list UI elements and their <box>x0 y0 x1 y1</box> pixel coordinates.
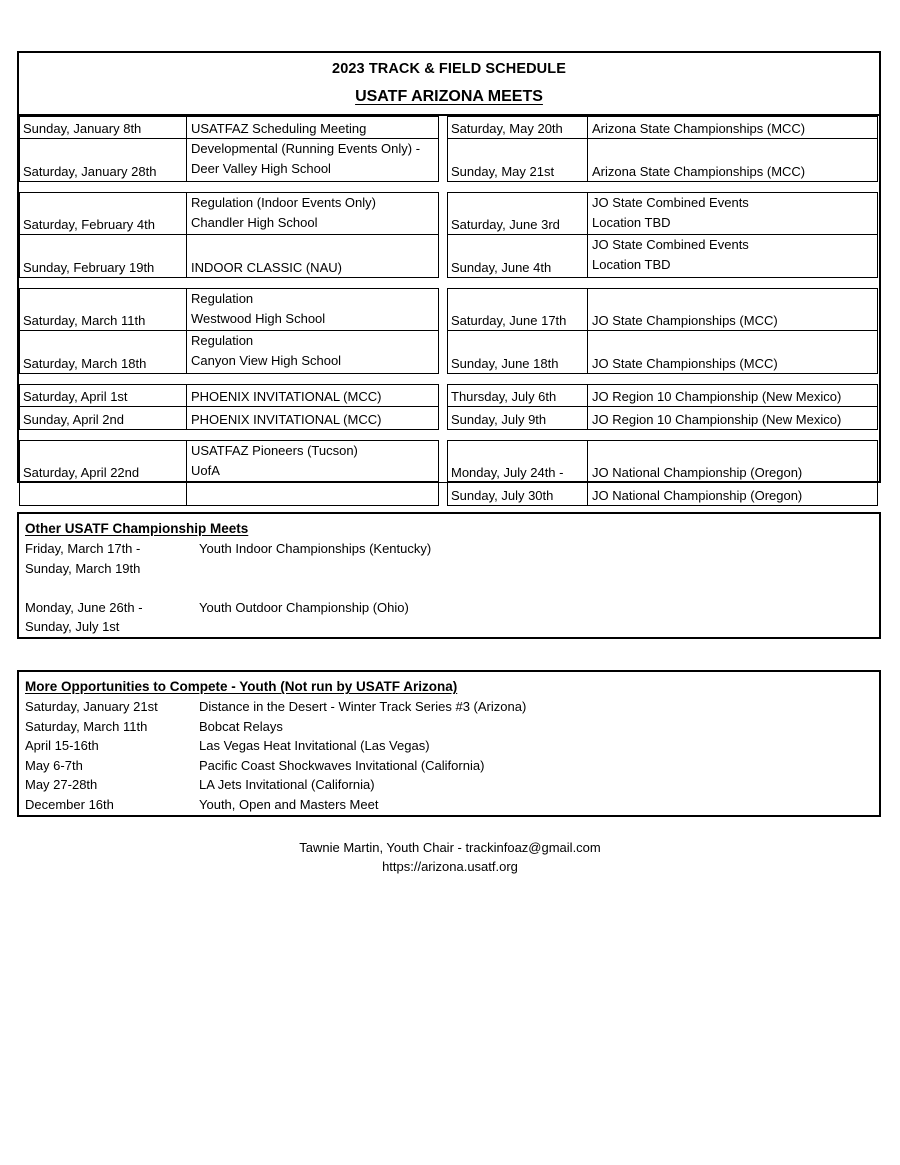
schedule-row <box>19 440 439 483</box>
footer-contact: Tawnie Martin, Youth Chair - trackinfoaz@gmail.com <box>299 840 601 855</box>
event-line: Chandler High School <box>191 214 318 230</box>
schedule-row <box>447 407 878 430</box>
schedule-row <box>19 331 439 374</box>
document-footer <box>0 838 900 876</box>
more-opportunities-heading: More Opportunities to Compete - Youth (Not run by USATF Arizona) <box>25 679 458 694</box>
footer-website: https://arizona.usatf.org <box>382 859 518 874</box>
schedule-row-date <box>448 385 588 406</box>
main-schedule-table <box>17 51 881 503</box>
listing-row <box>25 617 879 637</box>
schedule-row-event <box>187 407 438 429</box>
document-title-secondary <box>19 87 879 107</box>
listing-date: Saturday, March 11th <box>25 718 148 734</box>
listing-event: Pacific Coast Shockwaves Invitational (California) <box>199 757 485 773</box>
schedule-row-date <box>448 235 588 277</box>
schedule-row-event <box>187 139 438 181</box>
event-line: Arizona State Championships (MCC) <box>592 163 806 179</box>
event-line: USATFAZ Scheduling Meeting <box>191 120 367 136</box>
listing-event <box>199 559 879 579</box>
event-line: JO National Championship (Oregon) <box>592 487 803 503</box>
listing-row <box>25 598 879 618</box>
date-line: Sunday, April 2nd <box>23 411 124 427</box>
date-line: Saturday, April 22nd <box>23 464 140 480</box>
date-line: Saturday, May 20th <box>451 120 563 136</box>
schedule-row <box>447 116 878 139</box>
listing-date: April 15-16th <box>25 738 99 753</box>
more-opportunities-section <box>17 670 881 817</box>
schedule-group-spacer <box>447 430 878 440</box>
schedule-row <box>19 116 439 139</box>
schedule-row-date <box>20 385 187 406</box>
schedule-row-date <box>20 139 187 181</box>
schedule-row-event <box>588 407 877 429</box>
listing-row <box>25 795 879 815</box>
event-line: JO Region 10 Championship (New Mexico) <box>592 388 842 404</box>
schedule-row <box>19 139 439 182</box>
schedule-row-event <box>588 235 877 277</box>
schedule-column-right <box>447 116 878 503</box>
listing-date: December 16th <box>25 796 114 812</box>
schedule-row <box>19 384 439 407</box>
listing-event: Las Vegas Heat Invitational (Las Vegas) <box>199 738 430 753</box>
listing-date: Sunday, March 19th <box>25 560 141 576</box>
event-line: PHOENIX INVITATIONAL (MCC) <box>191 411 382 427</box>
event-line: JO State Combined Events <box>592 237 749 252</box>
schedule-row-date <box>448 139 588 181</box>
date-line: Saturday, January 28th <box>23 163 157 179</box>
document-title-primary: 2023 TRACK & FIELD SCHEDULE <box>332 61 566 77</box>
schedule-row-date <box>20 235 187 277</box>
schedule-row <box>447 235 878 278</box>
date-line: Monday, July 24th - <box>451 464 564 480</box>
schedule-row-event <box>588 289 877 330</box>
schedule-column-left <box>19 116 439 482</box>
listing-event: Youth Indoor Championships (Kentucky) <box>199 541 432 556</box>
date-line: Saturday, June 3rd <box>451 216 560 232</box>
schedule-row <box>447 384 878 407</box>
schedule-group-spacer <box>19 374 439 384</box>
schedule-group-spacer <box>19 182 439 192</box>
listing-event <box>199 617 879 637</box>
other-championship-meets-section <box>17 512 881 639</box>
date-line: Sunday, May 21st <box>451 163 555 179</box>
listing-row <box>25 539 879 559</box>
listing-date: May 27-28th <box>25 777 98 792</box>
schedule-row-date <box>20 441 187 482</box>
schedule-row-event <box>588 331 877 373</box>
schedule-row-event <box>187 441 438 482</box>
event-line: JO Region 10 Championship (New Mexico) <box>592 411 842 427</box>
event-line: Deer Valley High School <box>191 160 331 176</box>
date-line: Saturday, April 1st <box>23 388 128 404</box>
schedule-row-date <box>20 407 187 429</box>
schedule-group-spacer <box>447 374 878 384</box>
schedule-row-date <box>20 483 187 505</box>
other-championship-meets-heading: Other USATF Championship Meets <box>25 521 249 536</box>
schedule-row <box>447 440 878 483</box>
schedule-row <box>19 288 439 331</box>
date-line: Sunday, June 18th <box>451 355 559 371</box>
event-line: Developmental (Running Events Only) - <box>191 141 421 156</box>
listing-row <box>25 717 879 737</box>
listing-row <box>25 756 879 776</box>
schedule-row-event <box>588 117 877 138</box>
schedule-row-event <box>187 483 438 505</box>
schedule-row <box>19 483 439 506</box>
schedule-row-event <box>588 385 877 406</box>
event-line: JO State Combined Events <box>592 195 749 210</box>
listing-row <box>25 736 879 756</box>
schedule-row-event <box>588 441 877 482</box>
listing-event: Youth, Open and Masters Meet <box>199 796 379 812</box>
schedule-group-spacer <box>19 430 439 440</box>
schedule-row-date <box>448 483 588 505</box>
schedule-row <box>19 407 439 430</box>
schedule-row-date <box>448 193 588 234</box>
event-line: Regulation <box>191 333 254 348</box>
event-line: Location TBD <box>592 214 671 230</box>
schedule-row-date <box>448 289 588 330</box>
schedule-row-event <box>588 483 877 505</box>
listing-date: May 6-7th <box>25 757 83 773</box>
event-line: UofA <box>191 462 220 478</box>
event-line: Regulation <box>191 291 254 306</box>
schedule-row-date <box>20 117 187 138</box>
listing-date: Friday, March 17th - <box>25 541 141 556</box>
listing-event: Bobcat Relays <box>199 718 283 734</box>
schedule-group-spacer <box>19 278 439 288</box>
schedule-row-date <box>448 407 588 429</box>
schedule-row <box>19 192 439 235</box>
listing-event: Youth Outdoor Championship (Ohio) <box>199 599 409 615</box>
event-line: USATFAZ Pioneers (Tucson) <box>191 443 358 458</box>
schedule-group-spacer <box>447 278 878 288</box>
event-line: Westwood High School <box>191 310 326 326</box>
listing-date: Monday, June 26th - <box>25 599 143 615</box>
schedule-row <box>19 235 439 278</box>
schedule-row-event <box>187 289 438 330</box>
schedule-row-date <box>448 331 588 373</box>
event-line: Arizona State Championships (MCC) <box>592 120 806 136</box>
schedule-row-event <box>187 117 438 138</box>
schedule-row-event <box>187 385 438 406</box>
listing-gap <box>25 578 879 598</box>
date-line: Thursday, July 6th <box>451 388 557 404</box>
schedule-row <box>447 483 878 506</box>
date-line: Sunday, July 9th <box>451 411 547 427</box>
event-line: JO State Championships (MCC) <box>592 312 778 328</box>
listing-date: Saturday, January 21st <box>25 699 158 714</box>
schedule-row <box>447 192 878 235</box>
schedule-row-date <box>448 441 588 482</box>
schedule-row-event <box>588 139 877 181</box>
schedule-row <box>447 288 878 331</box>
listing-row <box>25 559 879 579</box>
column-gutter <box>439 116 447 482</box>
event-line: INDOOR CLASSIC (NAU) <box>191 259 342 275</box>
listing-event: LA Jets Invitational (California) <box>199 777 375 792</box>
event-line: Canyon View High School <box>191 352 342 368</box>
schedule-row-date <box>20 289 187 330</box>
date-line: Sunday, July 30th <box>451 487 554 503</box>
date-line: Saturday, June 17th <box>451 312 567 328</box>
more-opportunities-rows <box>25 697 879 814</box>
listing-event: Distance in the Desert - Winter Track Series #3 (Arizona) <box>199 699 527 714</box>
schedule-row-date <box>20 193 187 234</box>
date-line: Sunday, June 4th <box>451 259 552 275</box>
event-line: PHOENIX INVITATIONAL (MCC) <box>191 388 382 404</box>
listing-date: Sunday, July 1st <box>25 619 120 634</box>
date-line: Saturday, February 4th <box>23 216 155 232</box>
document-title-secondary-text: USATF ARIZONA MEETS <box>355 88 543 105</box>
schedule-row-event <box>187 235 438 277</box>
listing-row <box>25 775 879 795</box>
event-line: Regulation (Indoor Events Only) <box>191 195 376 210</box>
schedule-row-date <box>20 331 187 373</box>
event-line: JO State Championships (MCC) <box>592 355 778 371</box>
date-line: Saturday, March 18th <box>23 355 147 371</box>
schedule-group-spacer <box>447 182 878 192</box>
schedule-row-event <box>187 331 438 373</box>
event-line: Location TBD <box>592 256 671 272</box>
schedule-row-event <box>588 193 877 234</box>
document-title-block <box>19 53 879 116</box>
date-line: Saturday, March 11th <box>23 312 146 328</box>
schedule-row-event <box>187 193 438 234</box>
date-line: Sunday, February 19th <box>23 259 155 275</box>
other-championship-meets-rows <box>25 539 879 637</box>
listing-row <box>25 697 879 717</box>
event-line: JO National Championship (Oregon) <box>592 464 803 480</box>
schedule-row <box>447 139 878 182</box>
date-line: Sunday, January 8th <box>23 120 142 136</box>
schedule-columns <box>19 116 879 503</box>
schedule-row-date <box>448 117 588 138</box>
schedule-row <box>447 331 878 374</box>
